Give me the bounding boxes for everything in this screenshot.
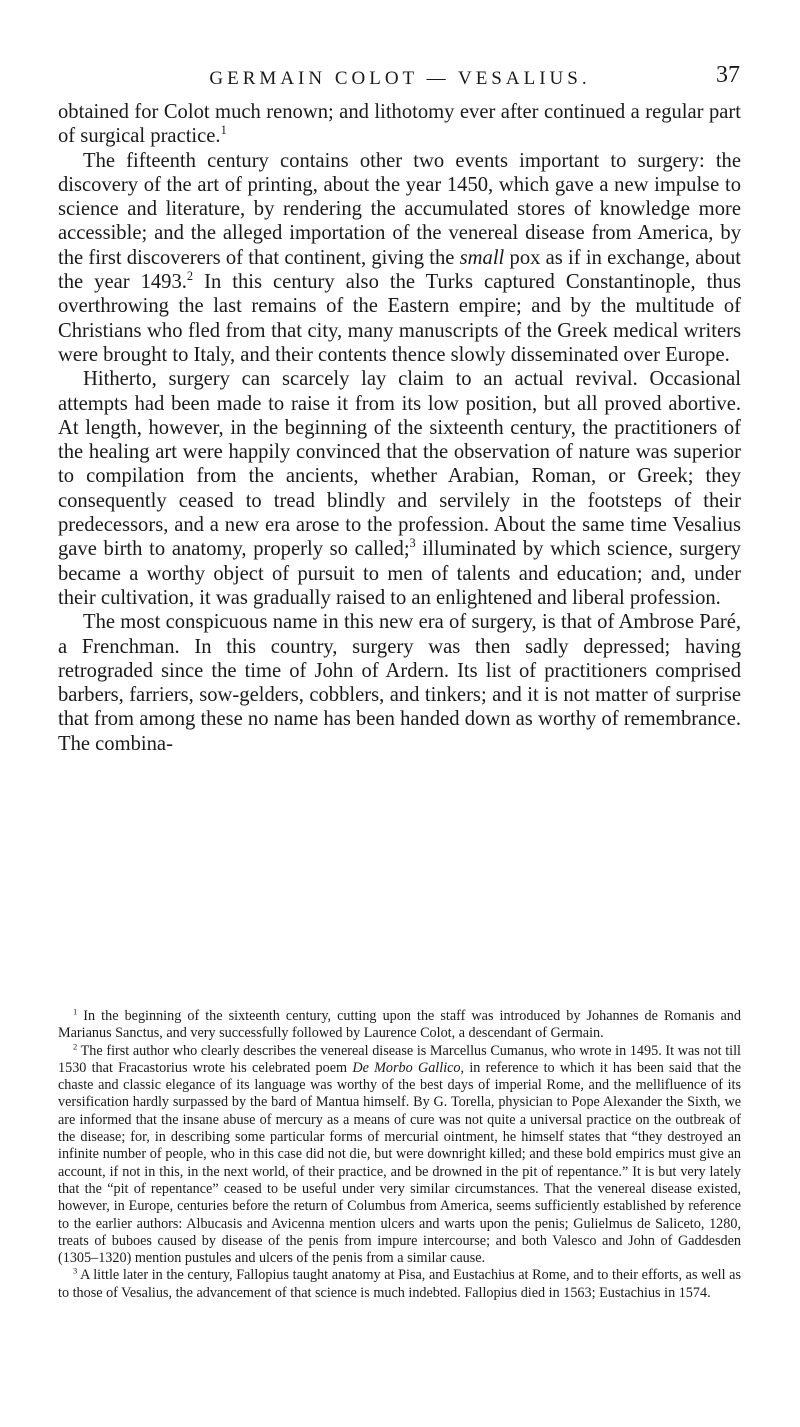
book-title: De Morbo Gallico	[352, 1059, 461, 1076]
footnote-3	[58, 1267, 741, 1302]
text-span: obtained for Colot much renown; and lithotomy ever after continued a regular part of surgical practice.	[58, 101, 741, 148]
text-span: The fifteenth century contains other two events important to surgery: the discovery of the art of printing, about the year 1450, which gave a new impulse to science and literature, by rendering the accumulated stores of knowledge more accessible; and the alleged importation of the venereal disease from America, by the first discoverers of that continent, giving the	[58, 149, 741, 269]
footnotes	[58, 1008, 741, 1302]
emphasis: small	[459, 246, 505, 269]
footnote-text: , in reference to which it has been said that the chaste and classic elegance of its language was worthy of the best days of imperial Rome, and the mellifluence of its versification hardly surpassed by the bard of Mantua himself. By G. Torella, physician to Pope Alexander the Sixth, we are informed that the insane abuse of mercury as a means of cure was not quite a universal practice on the outbreak of the disease; for, in describing some particular forms of mercurial ointment, he himself states that “they destroyed an infinite number of people, who in this case did not die, but were downright killed; and these bold empirics must give an account, if not in this, in the next world, of their practice, and be drowned in the pit of repentance.” It is but very lately that the “pit of repentance” ceased to be useful under very similar circumstances. That the venereal disease existed, however, in Europe, centuries before the return of Columbus from America, seems sufficiently established by reference to the earlier authors: Albucasis and Avicenna mention ulcers and warts upon the penis; Gulielmus de Saliceto, 1280, treats of buboes caused by disease of the penis from impure intercourse; and both Valesco and John of Gaddesden (1305–1320) mention pustules and ulcers of the penis from a similar cause.	[58, 1059, 741, 1267]
footnote-ref-2: 2	[186, 269, 194, 284]
running-head: GERMAIN COLOT — VESALIUS.	[209, 68, 591, 89]
text-span: In this century also the Turks captured Constantinople, thus overthrowing the last remains of the Eastern empire; and by the multitude of Christians who fled from that city, many manuscripts of the Greek medical writers were brought to Italy, and their contents thence slowly disseminated over Europe.	[58, 271, 741, 366]
footnote-number: 1	[73, 1006, 78, 1017]
page-header	[60, 64, 740, 94]
footnote-1	[58, 1008, 741, 1043]
footnote-ref-3: 3	[409, 536, 416, 551]
paragraph-1	[58, 100, 741, 149]
main-text	[58, 100, 741, 756]
footnote-ref-1: 1	[220, 123, 227, 138]
footnote-text: The first author who clearly describes the venereal disease is Marcellus Cumanus, who wrote in 1495. It was not till 1530 that Fracastorius wrote his celebrated poem	[58, 1042, 741, 1076]
text-span: The most conspicuous name in this new era of surgery, is that of Ambrose Paré, a Frenchman. In this country, surgery was then sadly depressed; having retrograded since the time of John of Ardern. Its list of practitioners comprised barbers, farriers, sow-gelders, cobblers, and tinkers; and it is not matter of surprise that from among these no name has been handed down as worthy of remembrance. The combina-	[58, 611, 741, 755]
text-span: pox as if in exchange, about the year 1493.	[58, 246, 742, 294]
paragraph-3	[58, 367, 741, 610]
paragraph-4	[58, 610, 741, 756]
footnote-text: A little later in the century, Fallopius taught anatomy at Pisa, and Eustachius at Rome, and to their efforts, as well as to those of Vesalius, the advancement of that science is much indebted. Fallopius died in 1563; Eustachius in 1574.	[58, 1267, 741, 1301]
footnote-number: 3	[73, 1265, 78, 1276]
text-span: Hitherto, surgery can scarcely lay claim to an actual revival. Occasional attempts had been made to raise it from its low position, but all proved abortive. At length, however, in the beginning of the sixteenth century, the practitioners of the healing art were happily convinced that the observation of nature was superior to compilation from the ancients, whether Arabian, Roman, or Greek; they consequently ceased to tread blindly and servilely in the footsteps of their predecessors, and a new era arose to the profession. About the same time Vesalius gave birth to anatomy, properly so called;	[58, 368, 741, 561]
paragraph-2	[58, 149, 741, 368]
footnote-number: 2	[73, 1040, 78, 1051]
footnote-text: In the beginning of the sixteenth century, cutting upon the staff was introduced by Johannes de Romanis and Marianus Sanctus, and very successfully followed by Laurence Colot, a descendant of Germain.	[58, 1008, 741, 1042]
page-number: 37	[716, 62, 740, 88]
footnote-2	[58, 1040, 741, 1268]
text-span: illuminated by which science, surgery became a worthy object of pursuit to men of talents and education; and, under their cultivation, it was gradually raised to an enlightened and liberal profession.	[58, 538, 741, 609]
